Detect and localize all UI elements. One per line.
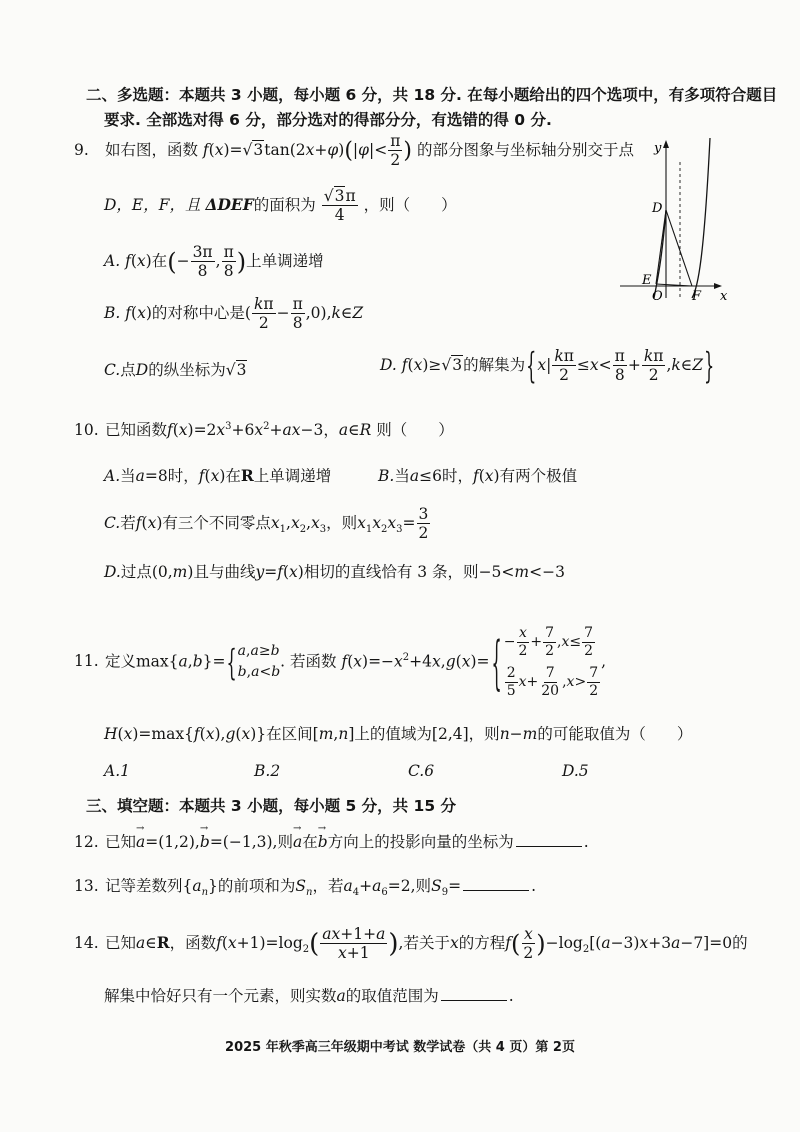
graph-x-label: x (720, 289, 728, 304)
q12-answer-blank[interactable] (516, 846, 582, 847)
q13-answer-blank[interactable] (463, 890, 529, 891)
q9-option-b: B. f(x)的对称中心是( $\frac{k\pi}{2}$ − $\frac{\pi}{8}$ ,0),k∈Z (104, 295, 364, 333)
graph-f-label: F (692, 289, 702, 304)
q14-answer-blank[interactable] (441, 1000, 507, 1001)
q9-stem: 9. 如右图，函数 f(x)=√3tan(2x+φ)(|φ|< $\frac{\pi}{2}$ ) 的部分图象与坐标轴分别交于点 (74, 132, 634, 170)
q10-option-a: A.当a=8时，f(x)在R上单调递增 (104, 466, 332, 485)
q10-option-c: C.若f(x)有三个不同零点$x_1,x_2,x_3$，则$x_1x_2x_3=$ $\frac{3}{2}$ (104, 505, 429, 543)
q9-stem-line2: D，E，F，且 ΔDEF的面积为 $\frac{√3\pi}{4}$ ，则（ ） (104, 187, 457, 225)
section2-title-line1: 二、多选题：本题共 3 小题，每小题 6 分，共 18 分. 在每小题给出的四个选项中，有多项符合题目 (86, 86, 778, 104)
q10-stem: 10. 已知函数$f(x)=2x^3+6x^2+ax-3$，a∈R 则（ ） (74, 420, 454, 439)
q11-stem: 11. 定义max{a,b}={ a,a≥b b,a<b . 若函数 $f(x)=-x^2+4x,g(x)=$ { − $\frac{x}{2}$ + $\frac{7}{2}$ ,x≤ $\frac{7}{2}$ $\frac{2}{5}$ x+ $\frac{7}{20}$ ,x> $\frac{7}{2}$ , (74, 625, 607, 700)
q11-option-b: B.2 (254, 762, 281, 780)
q11-option-c: C.6 (408, 762, 435, 780)
q9-option-d: D. f(x)≥√3的解集为{x| $\frac{k\pi}{2}$ ≤x< $\frac{\pi}{8}$ + $\frac{k\pi}{2}$ ,k∈Z} (380, 344, 715, 387)
q9-number: 9. (74, 140, 89, 159)
segment-df (666, 210, 692, 286)
q9-option-a: A. f(x)在(− $\frac{3\pi}{8}$ , $\frac{\pi}{8}$ )上单调递增 (104, 243, 324, 281)
y-axis-arrow (663, 140, 669, 148)
q13: 13. 记等差数列$\{a_n\}$的前项和为$S_n$，若$a_4+a_6=2$,则$S_9=$ . (74, 877, 536, 899)
curve-right-branch (692, 138, 710, 298)
q12: 12. 已知→ a=(1,2),→ b=(−1,3),则→ a在→ b方向上的投影向量的坐标为 . (74, 830, 589, 852)
segment-de (656, 210, 666, 284)
q11-option-a: A.1 (104, 762, 130, 780)
q10-number: 10. (74, 421, 99, 439)
section3-title: 三、填空题：本题共 3 小题，每小题 5 分，共 15 分 (86, 797, 457, 815)
q10-option-b: B.当a≤6时，f(x)有两个极值 (378, 467, 578, 485)
section2-title-line2: 要求. 全部选对得 6 分，部分选对的得部分分，有选错的得 0 分. (104, 111, 552, 129)
graph-d-label: D (652, 201, 663, 216)
q11-option-d: D.5 (562, 762, 589, 780)
q12-number: 12. (74, 833, 99, 851)
q9-function-graph (618, 138, 728, 308)
graph-o-label: O (652, 289, 663, 304)
graph-e-label: E (642, 273, 652, 288)
q13-number: 13. (74, 877, 99, 895)
q10-option-d: D.过点(0,m)且与曲线y=f(x)相切的直线恰有 3 条，则−5<m<−3 (104, 563, 565, 581)
page-footer: 2025 年秋季高三年级期中考试 数学试卷（共 4 页）第 2页 (225, 1040, 575, 1055)
q11-h-line: H(x)=max{f(x),g(x)}在区间[m,n]上的值域为[2,4]，则n−m的可能取值为（ ） (104, 725, 693, 743)
q11-number: 11. (74, 652, 99, 671)
q14-number: 14. (74, 933, 99, 952)
q14-line1: 14. 已知a∈R，函数$f(x+1)=\log_2$( $\frac{ax+1+a}{x+1}$ ),若关于x的方程f( $\frac{x}{2}$ )$-\log_2[(a-3)x+3a-7]=0$的 (74, 925, 748, 963)
graph-y-label: y (654, 141, 662, 156)
q14-line2: 解集中恰好只有一个元素，则实数a的取值范围为 . (104, 987, 514, 1005)
q9-option-c: C.点D的纵坐标为√3 (104, 361, 247, 379)
